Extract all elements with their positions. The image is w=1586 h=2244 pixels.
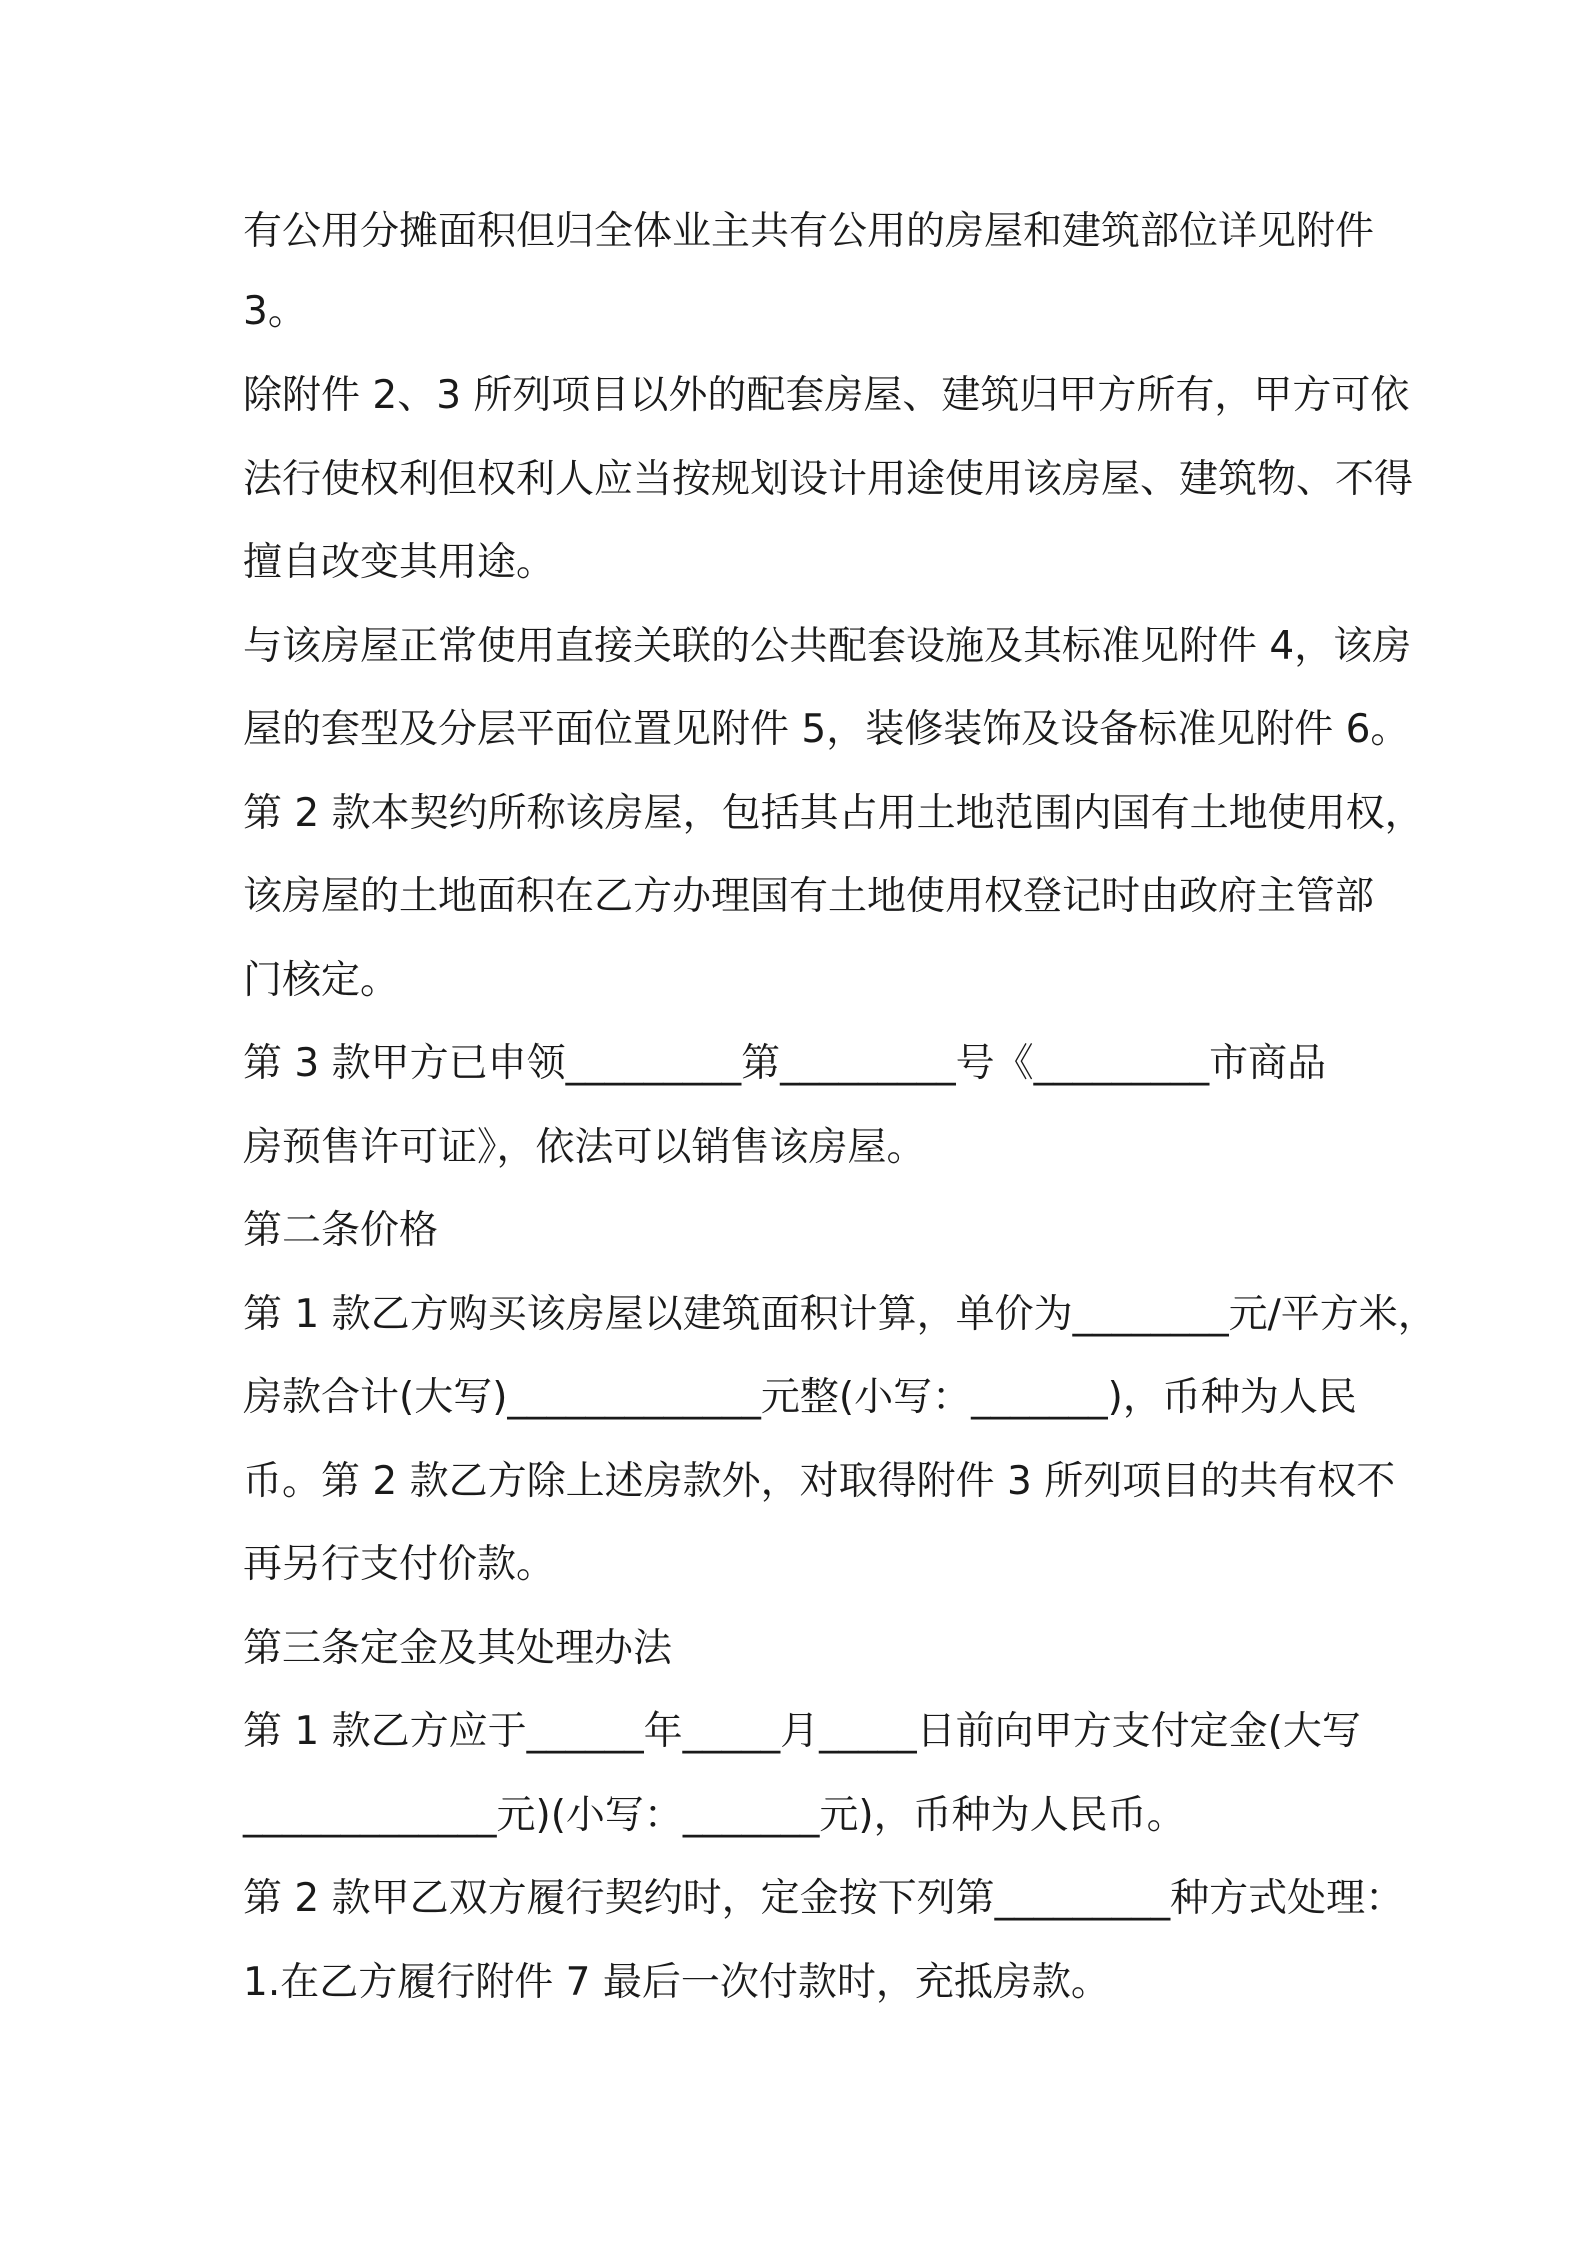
text-line: 有公用分摊面积但归全体业主共有公用的房屋和建筑部位详见附件 — [243, 209, 1375, 254]
text-line: 第 1 款乙方购买该房屋以建筑面积计算，单价为________元/平方米， — [243, 1292, 1437, 1337]
text-line: 屋的套型及分层平面位置见附件 5，装修装饰及设备标准见附件 6。 — [243, 707, 1410, 752]
text-line: 门核定。 — [243, 958, 400, 1003]
section-heading: 第三条定金及其处理办法 — [243, 1626, 673, 1671]
text-line: 与该房屋正常使用直接关联的公共配套设施及其标准见附件 4，该房 — [243, 624, 1412, 669]
text-line: 房预售许可证》，依法可以销售该房屋。 — [243, 1125, 926, 1170]
text-line: 第 2 款甲乙双方履行契约时，定金按下列第_________种方式处理： — [243, 1876, 1405, 1921]
text-line: 币。第 2 款乙方除上述房款外，对取得附件 3 所列项目的共有权不 — [243, 1459, 1396, 1504]
text-line: 该房屋的土地面积在乙方办理国有土地使用权登记时由政府主管部 — [243, 874, 1375, 919]
text-line: 除附件 2、3 所列项目以外的配套房屋、建筑归甲方所有，甲方可依 — [243, 373, 1410, 418]
text-line: 法行使权利但权利人应当按规划设计用途使用该房屋、建筑物、不得 — [243, 457, 1414, 502]
section-heading: 第二条价格 — [243, 1208, 439, 1253]
text-line: 再另行支付价款。 — [243, 1542, 556, 1587]
text-line: 第 1 款乙方应于______年_____月_____日前向甲方支付定金(大写 — [243, 1709, 1361, 1754]
text-line: _____________元)(小写：_______元)，币种为人民币。 — [243, 1793, 1186, 1838]
text-line: 房款合计(大写)_____________元整(小写：_______)，币种为人民 — [243, 1375, 1357, 1420]
text-line: 第 2 款本契约所称该房屋，包括其占用土地范围内国有土地使用权， — [243, 791, 1424, 836]
text-line: 1.在乙方履行附件 7 最后一次付款时，充抵房款。 — [243, 1960, 1110, 2005]
text-line: 3。 — [243, 289, 307, 334]
text-line: 第 3 款甲方已申领_________第_________号《_________市商品 — [243, 1041, 1327, 1086]
text-line: 擅自改变其用途。 — [243, 540, 556, 585]
